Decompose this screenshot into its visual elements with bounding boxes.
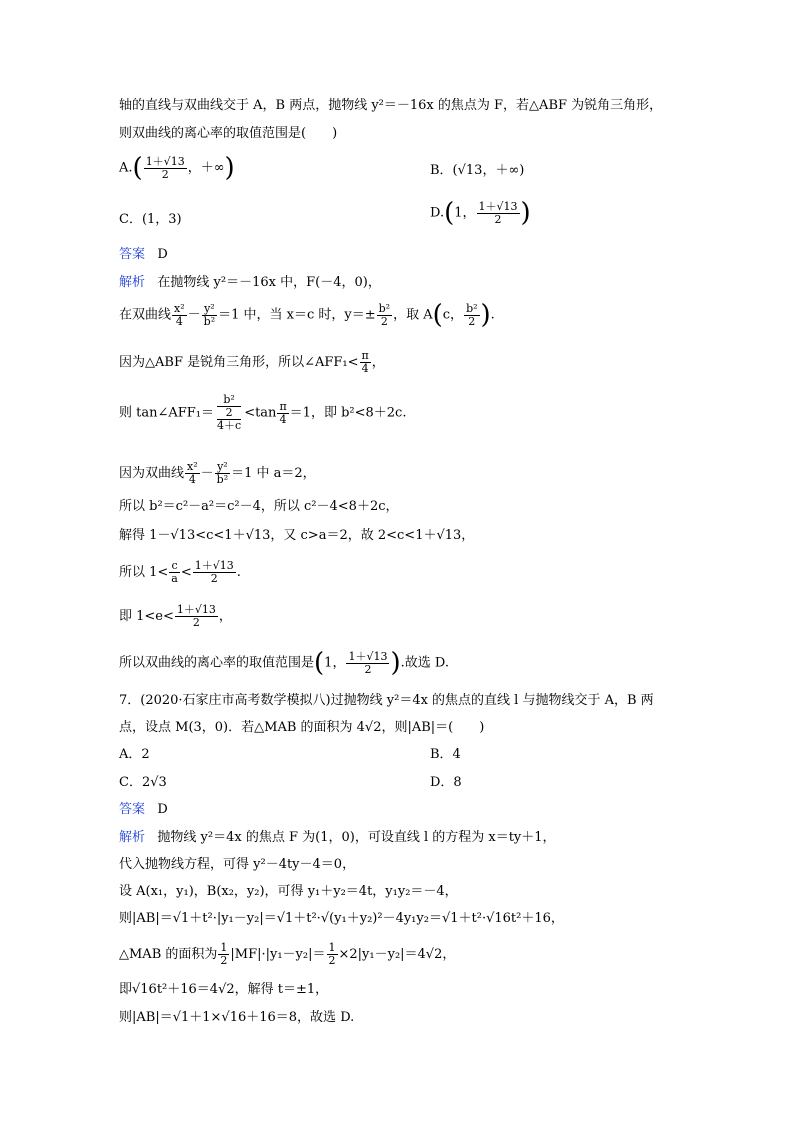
q6-solution-line3: 因为△ABF 是锐角三角形，所以∠AFF₁< $\frac{\pi}{4}$ ，: [119, 349, 385, 375]
q6-solution-line9: 即 1<e< $\frac{1+√13}{2}$ ，: [119, 603, 232, 629]
q6-solution-line2: 在双曲线 $\frac{\text{x²}}{4}$ － $\frac{\text{y²}}{\text{b²}}$ ＝1 中，当 x＝c 时，y＝± $\frac{\text{b²}}{2}$ ，取 A(c， $\frac{\text{b²}}{2}$ ).: [119, 300, 495, 330]
q6-option-d: D.(1， $\frac{1+√13}{2}$ ): [430, 198, 531, 228]
q7-solution-line6: 即√16t²＋16＝4√2，解得 t＝±1，: [119, 982, 329, 997]
q7-option-d: D．8: [430, 775, 462, 790]
q6-solution-line4: 则 tan∠AFF₁＝ b² 2 4＋c <tan $\frac{\pi}{4}$ ＝1，即 b²<8＋2c.: [119, 393, 407, 432]
q6-solution-line6: 所以 b²＝c²－a²＝c²－4，所以 c²－4<8＋2c，: [119, 499, 399, 514]
q6-solution-line1: 解析 在抛物线 y²＝－16x 中，F(－4，0)，: [119, 275, 381, 290]
q7-option-a: A．2: [119, 747, 150, 762]
q7-option-b: B．4: [430, 747, 461, 762]
q7-solution-line4: 则|AB|＝√1＋t²·|y₁－y₂|＝√1＋t²·√(y₁＋y₂)²－4y₁y₂＝√1＋t²·√16t²＋16，: [119, 911, 564, 926]
q7-stem-line1: 7．(2020·石家庄市高考数学模拟八)过抛物线 y²＝4x 的焦点的直线 l 与抛物线交于 A，B 两: [119, 693, 654, 708]
q6-solution-line10: 所以双曲线的离心率的取值范围是(1， $\frac{1+√13}{2}$ ).故选 D.: [119, 648, 449, 678]
q7-solution-line2: 代入抛物线方程，可得 y²－4ty－4＝0，: [119, 857, 356, 872]
q7-solution-line1: 解析 抛物线 y²＝4x 的焦点 F 为(1，0)，可设直线 l 的方程为 x＝ty＋1，: [119, 830, 556, 845]
q6-option-b: B．(√13，＋∞): [430, 163, 525, 178]
q6-stem-line2: 则双曲线的离心率的取值范围是( ): [119, 126, 338, 141]
q6-solution-line7: 解得 1－√13<c<1＋√13，又 c>a＝2，故 2<c<1＋√13，: [119, 528, 475, 543]
q6-solution-line5: 因为双曲线 $\frac{\text{x²}}{4}$ － $\frac{\text{y²}}{\text{b²}}$ ＝1 中 a＝2，: [119, 460, 316, 486]
q6-solution-line8: 所以 1< $\frac{c}{a}$ < $\frac{1+√13}{2}$ .: [119, 559, 241, 585]
q7-stem-line2: 点，设点 M(3，0)．若△MAB 的面积为 4√2，则|AB|＝( ): [119, 720, 485, 735]
q7-solution-line5: △MAB 的面积为 $\frac{1}{2}$ |MF|·|y₁－y₂|＝ $\frac{1}{2}$ ×2|y₁－y₂|＝4√2，: [119, 941, 456, 967]
q7-answer: 答案 D: [119, 802, 168, 817]
q6-option-a: A.( $\frac{1+√13}{2}$ ，＋∞): [119, 153, 235, 183]
q7-solution-line7: 则|AB|＝√1＋1×√16＋16＝8，故选 D.: [119, 1010, 355, 1025]
q6-option-c: C．(1，3): [119, 212, 182, 227]
q6-stem-line1: 轴的直线与双曲线交于 A，B 两点，抛物线 y²＝－16x 的焦点为 F，若△ABF 为锐角三角形，: [119, 98, 663, 113]
q6-answer: 答案 D: [119, 247, 168, 262]
q7-option-c: C．2√3: [119, 775, 167, 790]
q7-solution-line3: 设 A(x₁，y₁)，B(x₂，y₂)，可得 y₁＋y₂＝4t，y₁y₂＝－4，: [119, 884, 458, 899]
